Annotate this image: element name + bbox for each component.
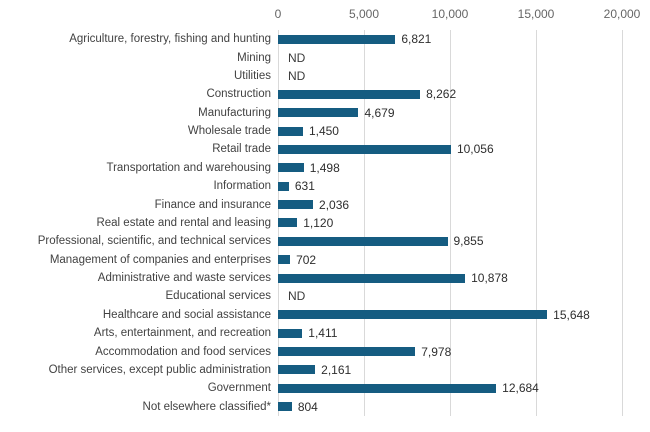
bar-area <box>278 361 622 379</box>
value-label: 15,648 <box>553 307 590 322</box>
plot-area <box>0 30 650 416</box>
bar-area <box>278 85 622 103</box>
value-label: 2,161 <box>321 362 352 377</box>
category-label: Real estate and rental and leasing <box>96 216 271 229</box>
no-data-label: ND <box>288 50 306 65</box>
bar-area <box>278 287 622 305</box>
value-label: 1,411 <box>308 326 338 341</box>
value-label: 631 <box>294 179 315 194</box>
bar-area <box>278 159 622 177</box>
bar-row <box>0 398 650 416</box>
bar-row <box>0 232 650 250</box>
category-label: Healthcare and social assistance <box>102 308 271 321</box>
bar <box>278 163 304 172</box>
bar-row <box>0 177 650 195</box>
category-label: Utilities <box>233 69 271 82</box>
bar <box>278 218 297 227</box>
category-label: Mining <box>237 51 271 64</box>
bar-area <box>278 30 622 48</box>
value-label: 6,821 <box>401 32 432 47</box>
bar-row <box>0 85 650 103</box>
category-label: Finance and insurance <box>154 198 271 211</box>
bar-row <box>0 342 650 360</box>
category-label: Wholesale trade <box>187 125 271 138</box>
x-axis-tick-label: 20,000 <box>603 7 641 21</box>
bar <box>278 108 358 117</box>
value-label: 8,262 <box>426 87 457 102</box>
category-label: Administrative and waste services <box>97 272 271 285</box>
bar-area <box>278 48 622 66</box>
x-axis-tick-label: 5,000 <box>348 7 380 21</box>
bar-row <box>0 104 650 122</box>
bar <box>278 274 465 283</box>
bar-area <box>278 306 622 324</box>
bar <box>278 182 289 191</box>
bar-area <box>278 269 622 287</box>
bar <box>278 347 415 356</box>
bar-row <box>0 159 650 177</box>
bar <box>278 237 448 246</box>
bar-area <box>278 342 622 360</box>
x-axis <box>274 0 641 30</box>
bar-area <box>278 104 622 122</box>
value-label: 1,120 <box>303 215 334 230</box>
value-label: 1,498 <box>309 160 340 175</box>
no-data-label: ND <box>288 289 306 304</box>
bar-row <box>0 122 650 140</box>
bar-area <box>278 214 622 232</box>
bar-area <box>278 195 622 213</box>
value-label: 9,855 <box>453 234 484 249</box>
value-label: 10,056 <box>456 142 494 157</box>
value-label: 702 <box>296 252 317 267</box>
value-label: 4,679 <box>364 105 395 120</box>
bar <box>278 402 292 411</box>
bar <box>278 384 496 393</box>
value-label: 10,878 <box>471 271 508 286</box>
bar-row <box>0 287 650 305</box>
value-label: 1,450 <box>308 124 339 139</box>
bar <box>278 35 395 44</box>
bar-area <box>278 177 622 195</box>
bar-row <box>0 48 650 66</box>
bar <box>278 329 302 338</box>
bar-row <box>0 324 650 342</box>
category-label: Accommodation and food services <box>95 345 271 358</box>
bar-row <box>0 195 650 213</box>
category-label: Arts, entertainment, and recreation <box>93 327 271 340</box>
category-label: Manufacturing <box>198 106 271 119</box>
category-label: Information <box>213 180 271 193</box>
bar-area <box>278 140 622 158</box>
category-label: Management of companies and enterprises <box>49 253 271 266</box>
value-label: 12,684 <box>502 381 539 396</box>
bar-area <box>278 67 622 85</box>
bar-rows <box>0 30 650 416</box>
bar <box>278 127 303 136</box>
x-axis-tick-label: 0 <box>274 7 282 21</box>
bar <box>278 365 315 374</box>
value-label: 7,978 <box>421 344 452 359</box>
bar-row <box>0 361 650 379</box>
category-label: Government <box>207 382 271 395</box>
bar-area <box>278 251 622 269</box>
bar-row <box>0 251 650 269</box>
bar-row <box>0 379 650 397</box>
bar-area <box>278 232 622 250</box>
bar <box>278 255 290 264</box>
category-label: Retail trade <box>212 143 271 156</box>
bar-row <box>0 140 650 158</box>
bar <box>278 200 313 209</box>
category-label: Agriculture, forestry, fishing and hunting <box>69 33 271 46</box>
value-label: 804 <box>297 399 318 414</box>
category-label: Construction <box>206 88 271 101</box>
bar-row <box>0 30 650 48</box>
bar-area <box>278 324 622 342</box>
value-label: 2,036 <box>319 197 350 212</box>
x-axis-tick-label: 15,000 <box>517 7 555 21</box>
bar <box>278 90 420 99</box>
category-label: Professional, scientific, and technical services <box>37 235 271 248</box>
bar <box>278 145 451 154</box>
x-axis-tick-label: 10,000 <box>431 7 469 21</box>
category-label: Other services, except public administration <box>48 363 271 376</box>
category-label: Transportation and warehousing <box>106 161 271 174</box>
bar <box>278 310 547 319</box>
bar-area <box>278 122 622 140</box>
category-label: Not elsewhere classified* <box>142 400 271 413</box>
bar-row <box>0 214 650 232</box>
category-label: Educational services <box>165 290 271 303</box>
bar-area <box>278 398 622 416</box>
no-data-label: ND <box>288 68 306 83</box>
bar-row <box>0 306 650 324</box>
bar-row <box>0 67 650 85</box>
bar-row <box>0 269 650 287</box>
bar-area <box>278 379 622 397</box>
